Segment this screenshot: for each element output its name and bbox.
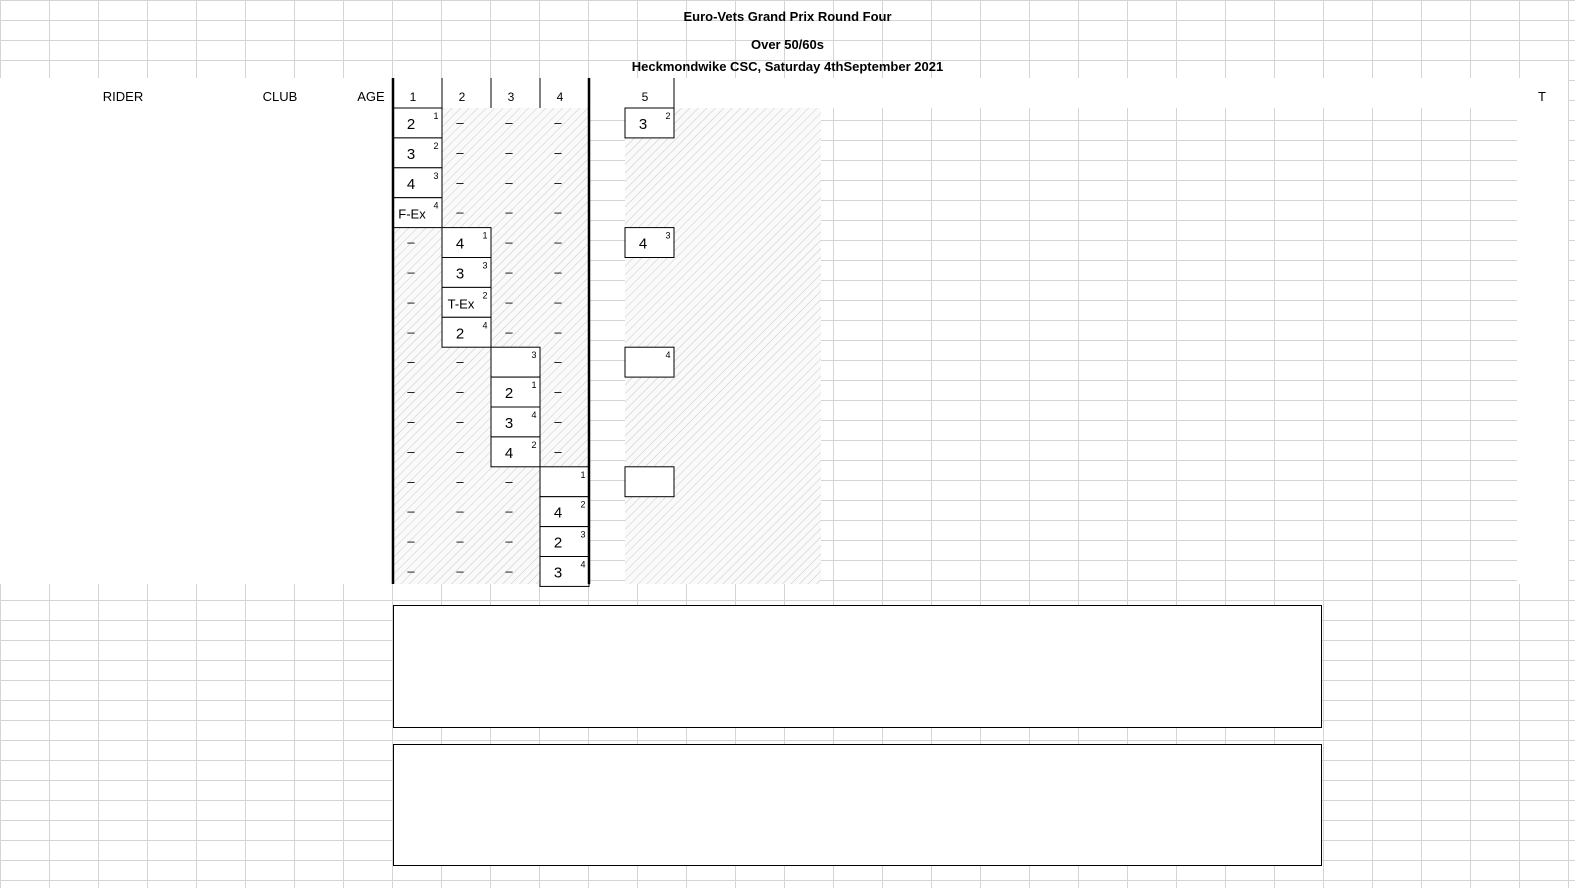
sheet-title: Euro-Vets Grand Prix Round Four xyxy=(683,9,892,24)
no-ride-dash: – xyxy=(456,503,464,519)
header-band xyxy=(0,78,1568,108)
gate-number: 3 xyxy=(482,260,488,271)
no-ride-dash: – xyxy=(456,174,464,190)
no-ride-dash: – xyxy=(407,473,415,489)
rider-column-header: RIDER xyxy=(102,89,144,104)
no-ride-dash: – xyxy=(554,443,562,459)
no-ride-dash: – xyxy=(407,354,415,370)
rider-score: 2 xyxy=(406,116,416,133)
no-ride-dash: – xyxy=(554,234,562,250)
no-ride-dash: – xyxy=(505,234,513,250)
no-ride-dash: – xyxy=(554,354,562,370)
no-ride-dash: – xyxy=(456,563,464,579)
heat-number-header: 1 xyxy=(409,90,417,104)
gate-number: 4 xyxy=(482,320,488,331)
gate-number: 2 xyxy=(433,140,439,151)
rider-score: 4 xyxy=(455,235,465,253)
no-ride-dash: – xyxy=(505,144,513,160)
no-ride-dash: – xyxy=(554,264,562,280)
no-ride-dash: – xyxy=(505,115,513,130)
gate-number: 4 xyxy=(580,559,586,570)
no-ride-dash: – xyxy=(554,115,562,130)
no-ride-dash: – xyxy=(456,115,464,130)
no-ride-dash: – xyxy=(505,533,513,549)
no-ride-dash: – xyxy=(505,264,513,280)
no-ride-dash: – xyxy=(407,234,415,250)
no-ride-dash: – xyxy=(407,384,415,400)
no-ride-dash: – xyxy=(456,144,464,160)
gate-number: 3 xyxy=(433,170,439,181)
rider-score: 2 xyxy=(504,385,514,403)
rider-score: 3 xyxy=(455,265,465,283)
no-ride-dash: – xyxy=(505,294,513,310)
club-column-header: CLUB xyxy=(262,89,298,104)
gate-number: 4 xyxy=(433,200,439,211)
gate-number: 1 xyxy=(433,111,439,121)
rider-score: 3 xyxy=(553,564,563,582)
no-ride-dash: – xyxy=(456,384,464,400)
gate-number: 1 xyxy=(580,469,586,480)
no-ride-dash: – xyxy=(505,204,513,220)
gate-number: 4 xyxy=(665,350,671,361)
heat-number-header: 5 xyxy=(641,90,649,104)
sheet-venue-date: Heckmondwike CSC, Saturday 4thSeptember 2021 xyxy=(631,59,944,74)
no-ride-dash: – xyxy=(456,414,464,429)
no-ride-dash: – xyxy=(407,533,415,549)
no-ride-dash: – xyxy=(554,174,562,190)
result-cell xyxy=(625,467,674,497)
no-ride-dash: – xyxy=(554,384,562,400)
total-column-header: T xyxy=(1538,89,1546,104)
no-ride-dash: – xyxy=(407,264,415,280)
gate-number: 2 xyxy=(665,111,671,121)
gate-number: 2 xyxy=(580,499,586,510)
gate-number: 3 xyxy=(580,529,586,540)
rider-score: 3 xyxy=(504,415,514,432)
no-ride-dash: – xyxy=(407,443,415,459)
no-ride-dash: – xyxy=(505,174,513,190)
finals-table-over-50s xyxy=(393,605,1322,728)
rider-score: 4 xyxy=(504,444,514,462)
gate-number: 4 xyxy=(531,410,537,420)
rider-score: 3 xyxy=(406,145,416,163)
no-ride-dash: – xyxy=(554,204,562,220)
gate-number: 2 xyxy=(531,439,537,450)
no-ride-dash: – xyxy=(505,324,513,340)
no-ride-dash: – xyxy=(554,324,562,340)
no-ride-dash: – xyxy=(456,204,464,220)
gate-number: 1 xyxy=(482,230,488,241)
heat-number-header: 2 xyxy=(458,90,466,104)
no-ride-dash: – xyxy=(407,503,415,519)
rider-score: 4 xyxy=(406,175,416,193)
rider-score: 3 xyxy=(638,116,648,133)
gate-number: 2 xyxy=(482,290,488,301)
gate-number: 3 xyxy=(531,350,537,361)
no-ride-dash: – xyxy=(456,443,464,459)
no-ride-dash: – xyxy=(407,414,415,429)
no-ride-dash: – xyxy=(554,294,562,310)
no-ride-dash: – xyxy=(554,414,562,429)
rider-score: 2 xyxy=(553,534,563,552)
rider-score: 2 xyxy=(455,325,465,343)
heat-number-header: 3 xyxy=(507,90,515,104)
heat-number-header: 4 xyxy=(556,90,564,104)
rider-score: T-Ex xyxy=(447,296,475,312)
total-column-bg xyxy=(1517,108,1568,584)
age-column-header: AGE xyxy=(357,89,385,104)
rider-score: F-Ex xyxy=(398,206,426,222)
no-ride-dash: – xyxy=(407,294,415,310)
no-ride-dash: – xyxy=(407,324,415,340)
heat-block-hatch xyxy=(625,108,821,584)
rider-score: 4 xyxy=(638,235,648,253)
gate-number: 1 xyxy=(531,380,537,391)
finals-table-over-60s xyxy=(393,744,1322,866)
no-ride-dash: – xyxy=(456,473,464,489)
no-ride-dash: – xyxy=(554,144,562,160)
no-ride-dash: – xyxy=(505,563,513,579)
sheet-category: Over 50/60s xyxy=(750,37,824,52)
rider-score: 4 xyxy=(553,504,563,522)
no-ride-dash: – xyxy=(505,473,513,489)
no-ride-dash: – xyxy=(505,503,513,519)
no-ride-dash: – xyxy=(407,563,415,579)
no-ride-dash: – xyxy=(456,354,464,370)
no-ride-dash: – xyxy=(456,533,464,549)
gate-number: 3 xyxy=(665,230,671,241)
rider-columns-bg xyxy=(0,108,393,584)
